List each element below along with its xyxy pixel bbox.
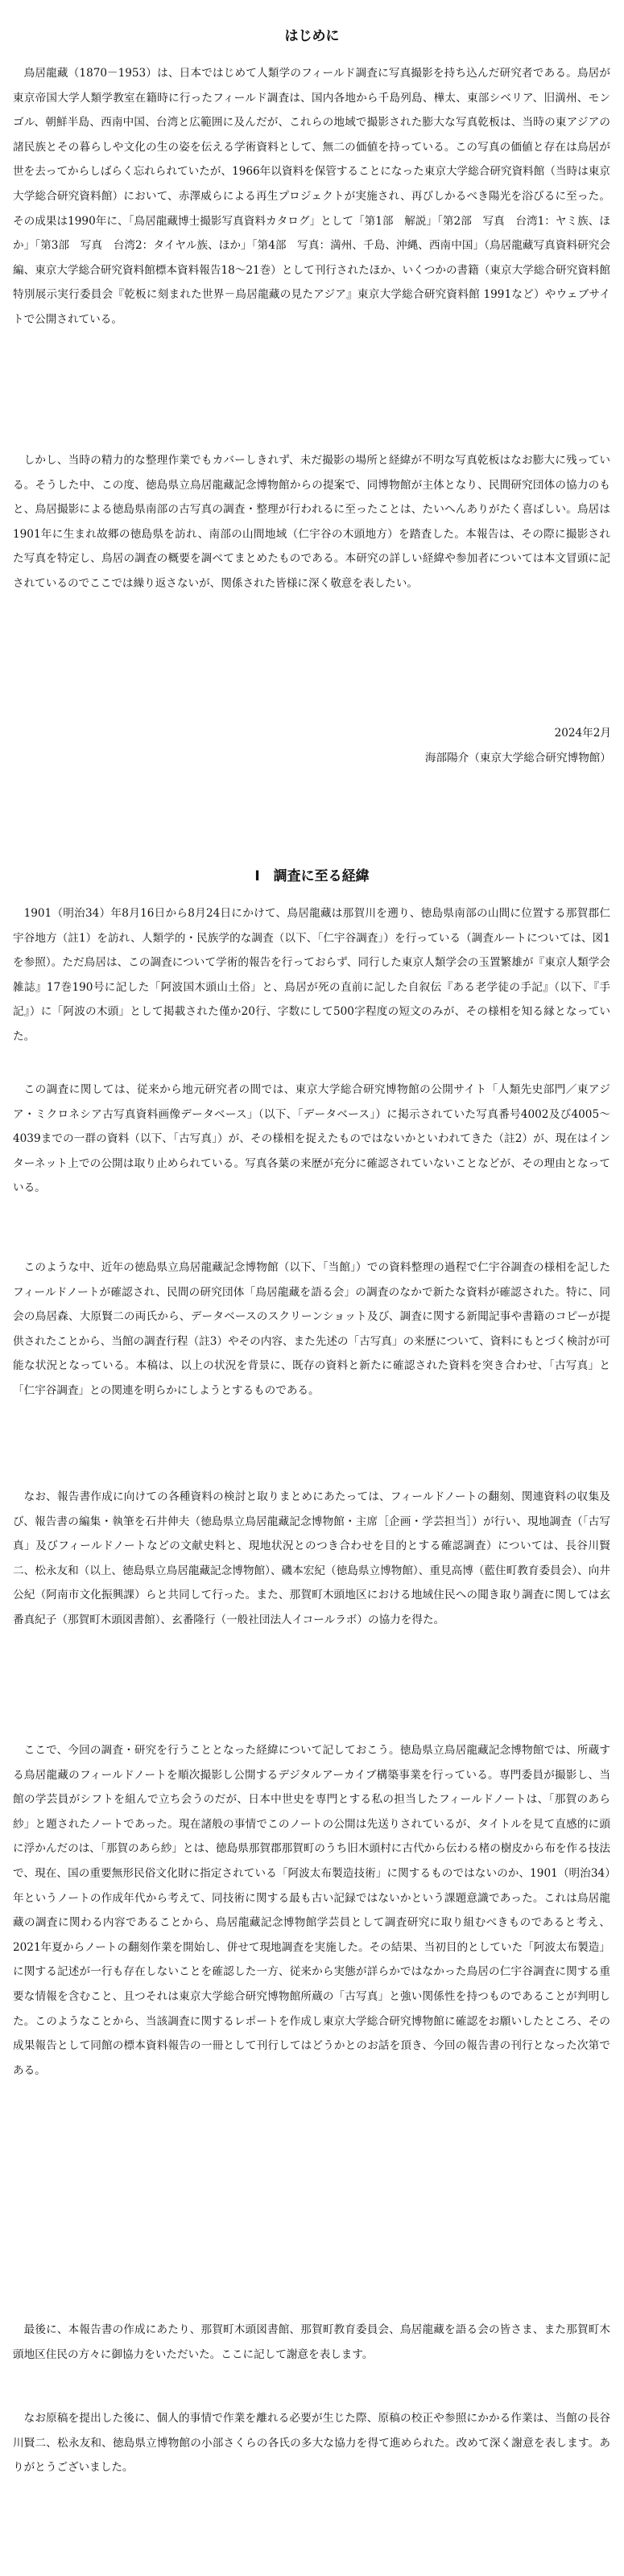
section-1-paragraph-7: なお原稿を提出した後に、個人的事情で作業を離れる必要が生じた際、原稿の校正や参照にかかる作業は、当館の長谷川賢二、松永友和、徳島県立博物館の小部さくらの各氏の多大な協力を得て進められた。改めて深く謝意を表します。ありがとうございました。	[13, 2412, 610, 2475]
section-1-heading: Ⅰ 調査に至る経緯	[254, 868, 370, 884]
section-1-paragraph-6: 最後に、本報告書の作成にあたり、那賀町木頭図書館、那賀町教育委員会、鳥居龍藏を語る会の皆さま、また那賀町木頭地区住民の方々に御協力をいただいた。ここに記して謝意を表します。	[13, 2323, 610, 2361]
intro-paragraph-1: 鳥居龍藏（1870－1953）は、日本ではじめて人類学のフィールド調査に写真撮影を持ち込んだ研究者である。鳥居が東京帝国大学人類学教室在籍時に行ったフィールド調査は、国内各地から千島列島、樺太、東部シベリア、旧満州、モンゴル、朝鮮半島、西南中国、台湾と広範囲に及んだが、これらの地域で撮影された膨大な写真乾板は、当時の東アジアの諸民族とその暮らしや文化の生の姿を伝える学術資料として、無二の価値を持っている。この写真の価値と存在は鳥居が世を去ってからしばらく忘れられていたが、1966年以資料を保管することになった東京大学総合研究資料館（当時は東京大学総合研究資料館）において、赤澤威らによる再生プロジェクトが実施され、再びしかるべき陽光を浴びるに至った。その成果は1990年に、「鳥居龍藏博士撮影写真資料カタログ」として「第1部 解説」「第2部 写真 台湾1：ヤミ族、ほか」「第3部 写真 台湾2：タイヤル族、ほか」「第4部 写真：満州、千島、沖縄、西南中国」（鳥居龍藏写真資料研究会編、東京大学総合研究資料館標本資料報告18〜21巻）として刊行されたほか、いくつかの書籍（東京大学総合研究資料館特別展示実行委員会『乾板に刻まれた世界－鳥居龍藏の見たアジア』東京大学総合研究資料館 1991など）やウェブサイトで公開されている。	[13, 67, 610, 326]
intro-date: 2024年2月	[554, 727, 611, 740]
section-1-paragraph-4: なお、報告書作成に向けての各種資料の検討と取りまとめにあたっては、フィールドノートの翻刻、関連資料の収集及び、報告書の編集・執筆を石井伸夫（徳島県立鳥居龍藏記念博物館・主席［企画・学芸担当］）が行い、現地調査（「古写真」及びフィールドノートなどの文献史料と、現地状況とのつき合わせを目的とする確認調査）については、長谷川賢二、松永友和（以上、徳島県立鳥居龍藏記念博物館）、磯本宏紀（徳島県立博物館）、重見高博（藍住町教育委員会）、向井公紀（阿南市文化振興課）らと共同して行った。また、那賀町木頭地区における地域住民への聞き取り調査に関しては玄番真紀子（那賀町木頭図書館）、玄番隆行（一般社団法人イコールラボ）の協力を得た。	[13, 1490, 610, 1626]
section-1-paragraph-1: 1901（明治34）年8月16日から8月24日にかけて、鳥居龍藏は那賀川を遡り、徳島県南部の山間に位置する那賀郡仁宇谷地方（註1）を訪れ、人類学的・民族学的な調査（以下、「仁宇谷調査」）を行っている（調査ルートについては、図1を参照）。ただ鳥居は、この調査について学術的報告を行っておらず、同行した東京人類学会の玉置繁雄が『東京人類学会雑誌』17巻190号に記した「阿波国木頭山土俗」と、鳥居が死の直前に記した自叙伝『ある老学徒の手記』（以下、『手記』）に「阿波の木頭」として掲載された僅か20行、字数にして500字程度の短文のみが、その様相を知る縁となっていた。	[13, 907, 610, 1043]
intro-author: 海部陽介（東京大学総合研究博物館）	[424, 752, 611, 765]
intro-paragraph-2: しかし、当時の精力的な整理作業でもカバーしきれず、未だ撮影の場所と経緯が不明な写真乾板はなお膨大に残っている。そうした中、この度、徳島県立鳥居龍藏記念博物館からの提案で、同博物館が主体となり、民間研究団体の協力のもと、鳥居撮影による徳島県南部の古写真の調査・整理が行われるに至ったことは、たいへんありがたく喜ばしい。鳥居は1901年に生まれ故郷の徳島県を訪れ、南部の山間地域（仁宇谷の木頭地方）を踏査した。本報告は、その際に撮影された写真を特定し、鳥居の調査の概要を調べてまとめたものである。本研究の詳しい経緯や参加者については本文冒頭に記されているのでここでは繰り返さないが、関係された皆様に深く敬意を表したい。	[13, 454, 610, 590]
intro-heading: はじめに	[284, 28, 340, 44]
section-1-paragraph-3: このような中、近年の徳島県立鳥居龍藏記念博物館（以下、「当館」）での資料整理の過程で仁宇谷調査の様相を記したフィールドノートが確認され、民間の研究団体「鳥居龍藏を語る会」の調査のなかで新たな資料が確認された。特に、同会の鳥居森、大原賢二の両氏から、データベースのスクリーンショット及び、調査に関する新聞記事や書籍のコピーが提供されたことから、当館の調査行程（註3）やその内容、また先述の「古写真」の来歴について、資料にもとづく検討が可能な状況となっている。本稿は、以上の状況を背景に、既存の資料と新たに確認された資料を突き合わせ、「古写真」と「仁宇谷調査」との関連を明らかにしようとするものである。	[13, 1261, 610, 1397]
section-1-paragraph-2: この調査に関しては、従来から地元研究者の間では、東京大学総合研究博物館の公開サイト「人類先史部門／東アジア・ミクロネシア古写真資料画像データベース」（以下、「データベース」）に掲示されていた写真番号4002及び4005〜4039までの一群の資料（以下、「古写真」）が、その様相を捉えたものではないかといわれてきた（註2）が、現在はインターネット上での公開は取り止められている。写真各葉の来歴が充分に確認されていないことなどが、その理由となっている。	[13, 1083, 611, 1195]
section-1-paragraph-5: ここで、今回の調査・研究を行うこととなった経緯について記しておこう。徳島県立鳥居龍藏記念博物館では、所蔵する鳥居龍藏のフィールドノートを順次撮影し公開するデジタルアーカイブ構築事業を行っている。専門委員が撮影し、当館の学芸員がシフトを組んで立ち会うのだが、日本中世史を専門とする私の担当したフィールドノートは、「那賀のあら紗」と題されたノートであった。現在諸般の事情でこのノートの公開は先送りされているが、タイトルを見て直感的に頭に浮かんだのは、「那賀のあら紗」とは、徳島県那賀郡那賀町のうち旧木頭村に古代から伝わる楮の樹皮から布を作る技法で、現在、国の重要無形民俗文化財に指定されている「阿波太布製造技術」に関するものではないのか、1901（明治34）年というノートの作成年代から考えて、同技術に関する最も古い記録ではないかという課題意識であった。これは鳥居龍藏の調査に関わる内容であることから、鳥居龍藏記念博物館学芸員として調査研究に取り組むべきものであると考え、2021年夏からノートの翻刻作業を開始し、併せて現地調査を実施した。その結果、当初目的としていた「阿波太布製造」に関する記述が一行も存在しないことを確認した一方、従来から実態が詳らかではなかった鳥居の仁宇谷調査に関する重要な情報を含むこと、且つそれは東京大学総合研究博物館所蔵の「古写真」と強い関係性を持つものであることが判明した。このようなことから、当該調査に関するレポートを作成し東京大学総合研究博物館に確認をお願いしたところ、その成果報告として同館の標本資料報告の一冊として刊行してはどうかとのお話を頂き、今回の報告書の刊行となった次第である。	[13, 1744, 610, 2077]
